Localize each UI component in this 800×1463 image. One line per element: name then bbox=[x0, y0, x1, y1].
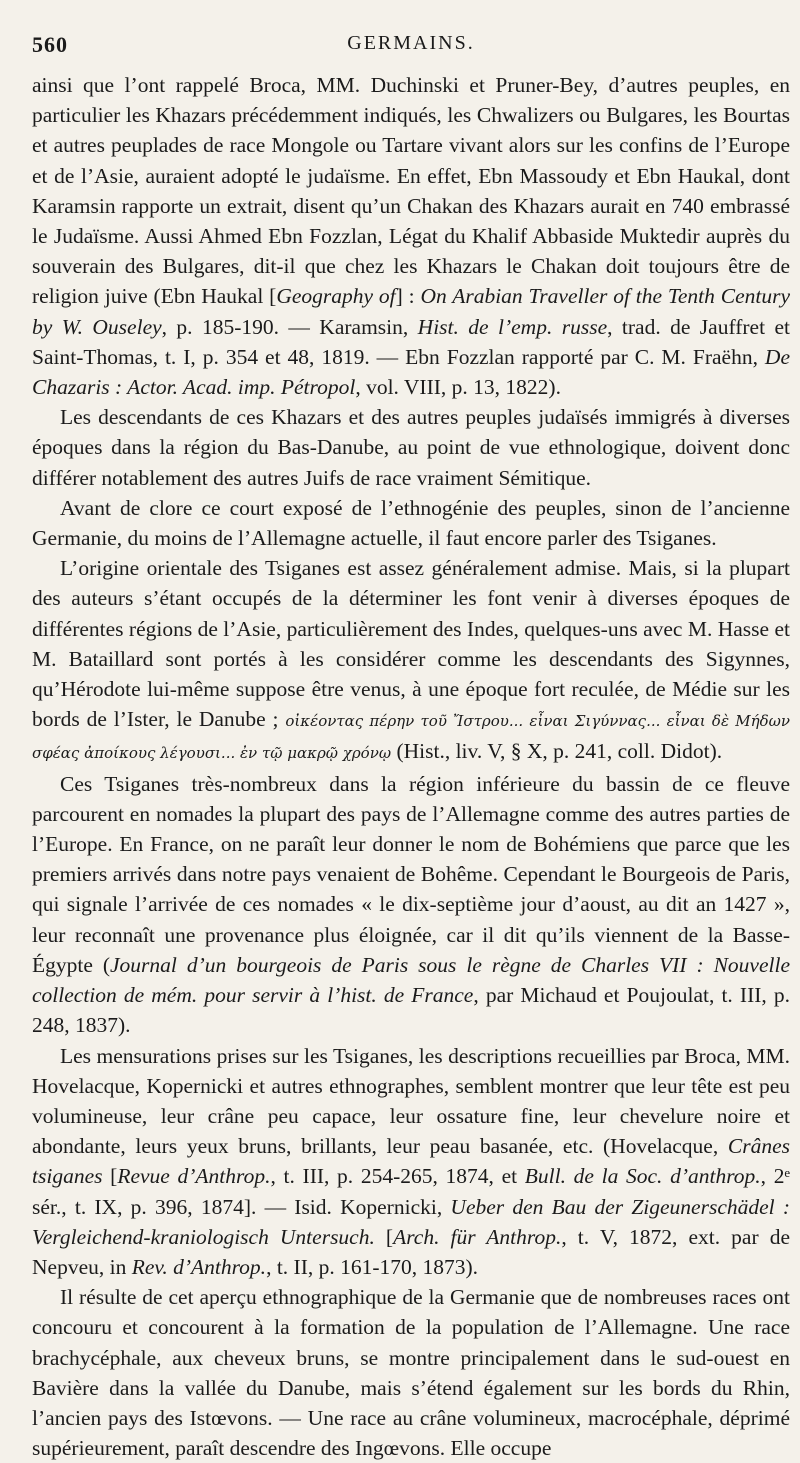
text-run: ainsi que l’ont rappelé Broca, MM. Duchinski et Pruner-Bey, d’autres peuples, en particulier les Khazars précédemment indiqués, les Chwalizers ou Bulgares, les Bourtas et autres peuplades de race Mongole ou Tartare vivant alors sur les confins de l’Europe et de l’Asie, auraient adopté le judaïsme. En effet, Ebn Massoudy et Ebn Haukal, dont Karamsin rapporte un extrait, disent qu’un Chakan des Khazars aurait en 740 embrassé le Judaïsme. Aussi Ahmed Ebn Fozzlan, Légat du Khalif Abbaside Muktedir auprès du souverain des Bulgares, dit-il que chez les Khazars le Chakan doit toujours être de religion juive (Ebn Haukal [ bbox=[32, 73, 790, 309]
paragraph bbox=[32, 553, 790, 768]
paragraph bbox=[32, 493, 790, 553]
italic-citation: On Arabian Traveller of the Tenth Century by W. Ouseley bbox=[32, 284, 791, 339]
page-number: 560 bbox=[32, 32, 68, 57]
text-run: [ bbox=[374, 1224, 394, 1249]
paragraph bbox=[32, 402, 790, 493]
text-run: , par Michaud et Poujoulat, t. III, p. 248, 1837). bbox=[32, 983, 790, 1038]
text-run: , trad. de Jauffret et Saint-Thomas, t. I, p. 354 et 48, 1819. — Ebn Fozzlan rapporté par C. M. Fraëhn, bbox=[32, 314, 790, 369]
text-run: , p. 185-190. — Karamsin, bbox=[161, 314, 418, 339]
page-header bbox=[32, 30, 790, 70]
text-run: Avant de clore ce court exposé de l’ethnogénie des peuples, sinon de l’ancienne Germanie, du moins de l’Allemagne actuelle, il faut encore parler des Tsiganes. bbox=[32, 495, 790, 551]
paragraph bbox=[32, 1041, 790, 1283]
text-run: , t. V, 1872, ext. par de Nepveu, in bbox=[32, 1224, 790, 1279]
text-run: , 2ᵉ sér., t. IX, p. 396, 1874]. — Isid. Kopernicki, bbox=[32, 1164, 790, 1219]
text-run: , t. II, p. 161-170, 1873). bbox=[266, 1254, 479, 1279]
italic-citation: Revue d’Anthrop. bbox=[117, 1164, 271, 1189]
text-run: , vol. VIII, p. 13, 1822). bbox=[355, 375, 561, 400]
italic-citation: De Chazaris : Actor. Acad. imp. Pétropol bbox=[32, 344, 790, 400]
italic-citation: Journal d’un bourgeois de Paris sous le règne de Charles VII : Nouvelle collection de mém. pour servir à l’hist. de France bbox=[32, 952, 790, 1008]
paragraph bbox=[32, 1282, 790, 1463]
italic-citation: Hist. de l’emp. russe bbox=[417, 314, 608, 339]
italic-citation: Rev. d’Anthrop. bbox=[131, 1254, 267, 1279]
text-run: [ bbox=[102, 1164, 118, 1189]
text-run: Les mensurations prises sur les Tsiganes, les descriptions recueillies par Broca, MM. Hovelacque, Kopernicki et autres ethnographes, semblent montrer que leur tête est peu volumineuse, leur crâne peu capace, leur ossature fine, leur chevelure noire et abondante, leurs yeux bruns, brillants, leur peau basanée, etc. (Hovelacque, bbox=[32, 1043, 790, 1159]
body-text bbox=[32, 70, 790, 1463]
greek-quotation: οἰκέοντας πέρην τοῦ Ἴστρου... εἶναι Σιγύννας... εἶναι δὲ Μήδων σφέας ἀποίκους λέγουσι... ἐν τῷ μακρῷ χρόνῳ bbox=[32, 712, 790, 763]
italic-citation: Arch. für Anthrop. bbox=[393, 1224, 562, 1249]
italic-citation: Crânes tsiganes bbox=[32, 1134, 790, 1189]
text-run: Les descendants de ces Khazars et des autres peuples judaïsés immigrés à diverses époques dans la région du Bas-Danube, au point de vue ethnologique, doivent donc différer notablement des autres Juifs de race vraiment Sémitique. bbox=[32, 405, 790, 490]
italic-citation: Ueber den Bau der Zigeunerschädel : Vergleichend-kraniologisch Untersuch. bbox=[32, 1194, 790, 1249]
paragraph bbox=[32, 70, 790, 402]
text-run: Il résulte de cet aperçu ethnographique de la Germanie que de nombreuses races ont concouru et concourent à la formation de la population de l’Allemagne. Une race brachycéphale, aux cheveux bruns, se montre principalement dans le sud-ouest en Bavière dans la vallée du Danube, mais s’étend également sur les bords du Rhin, l’ancien pays des Istœvons. — Une race au crâne volumineux, macrocéphale, déprimé supérieurement, paraît descendre des Ingœvons. Elle occupe bbox=[32, 1285, 790, 1461]
italic-citation: Geography of bbox=[276, 284, 396, 309]
italic-citation: Bull. de la Soc. d’anthrop. bbox=[524, 1164, 761, 1189]
text-run: L’origine orientale des Tsiganes est assez généralement admise. Mais, si la plupart des auteurs s’étant occupés de la déterminer les font venir à diverses époques de différentes régions de l’Asie, particulièrement des Indes, quelques-uns avec M. Hasse et M. Bataillard sont portés à les considérer comme les descendants des Sigynnes, qu’Hérodote lui-même suppose être venus, à une époque fort reculée, de Médie sur les bords de l’Ister, le Danube ; bbox=[32, 556, 790, 732]
text-run: Ces Tsiganes très-nombreux dans la région inférieure du bassin de ce fleuve parcourent en nomades la plupart des pays de l’Allemagne comme des autres parties de l’Europe. En France, on ne paraît leur donner le nom de Bohémiens que parce que les premiers arrivés dans notre pays venaient de Bohême. Cependant le Bourgeois de Paris, qui signale l’arrivée de ces nomades « le dix-septième jour d’aoust, au dit an 1427 », leur reconnaît une provenance plus éloignée, car il dit qu’ils viennent de la Basse-Égypte ( bbox=[32, 771, 790, 977]
text-run: ] : bbox=[395, 284, 421, 309]
text-run: (Hist., liv. V, § X, p. 241, coll. Didot). bbox=[391, 739, 723, 764]
paragraph bbox=[32, 769, 790, 1041]
running-head: GERMAINS. bbox=[347, 32, 475, 54]
text-run: , t. III, p. 254-265, 1874, et bbox=[270, 1164, 525, 1189]
